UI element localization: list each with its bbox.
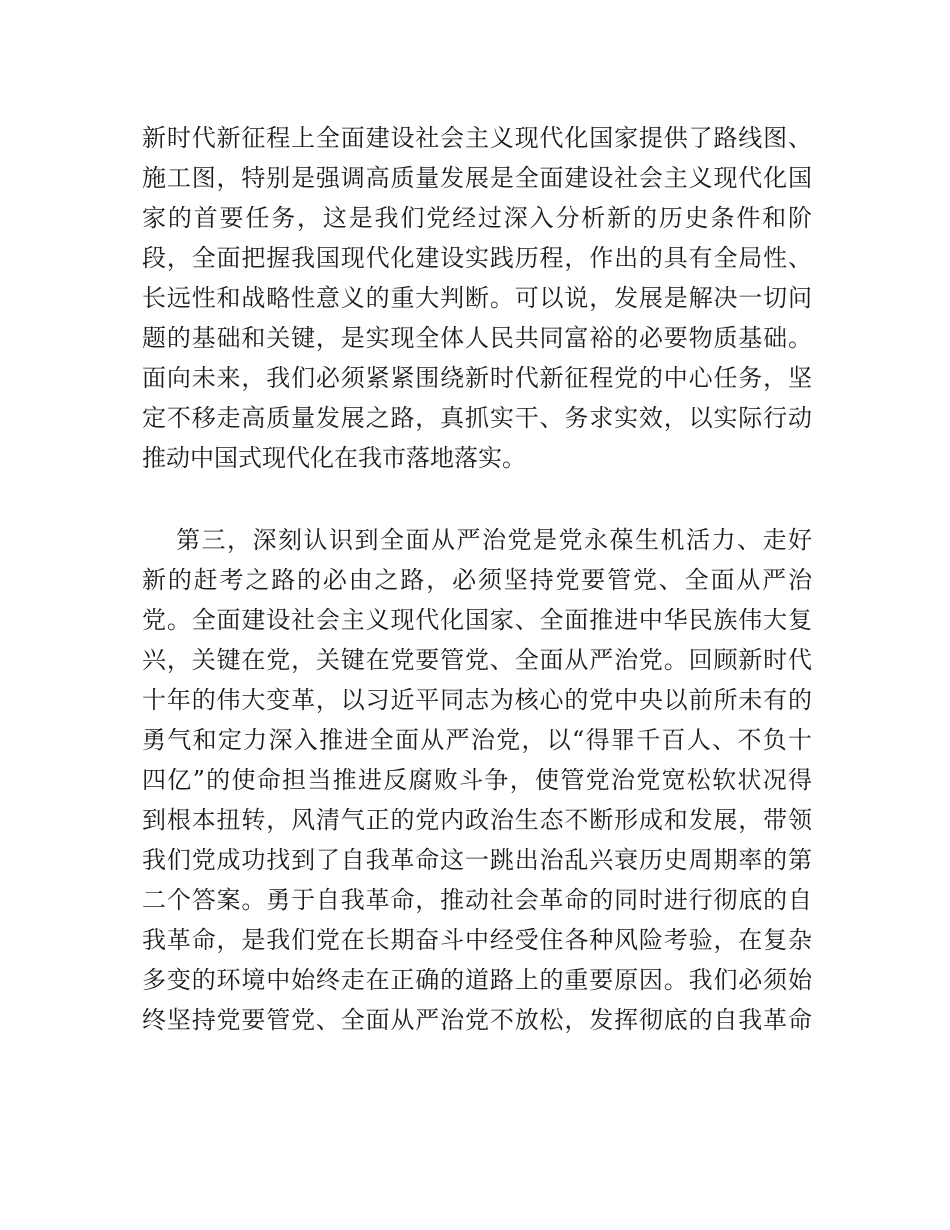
paragraph-line: 我革命，是我们党在长期奋斗中经受住各种风险考验，在复杂 bbox=[142, 926, 812, 954]
paragraph-line: 家的首要任务，这是我们党经过深入分析新的历史条件和阶 bbox=[142, 204, 812, 232]
paragraph-line: 兴，关键在党，关键在党要管党、全面从严治党。回顾新时代 bbox=[142, 646, 812, 674]
paragraph-line: 十年的伟大变革，以习近平同志为核心的党中央以前所未有的 bbox=[142, 686, 812, 714]
paragraph-line: 段，全面把握我国现代化建设实践历程，作出的具有全局性、 bbox=[142, 244, 812, 272]
paragraph-line: 四亿”的使命担当推进反腐败斗争，使管党治党宽松软状况得 bbox=[142, 766, 812, 794]
paragraph-line: 面向未来，我们必须紧紧围绕新时代新征程党的中心任务，坚 bbox=[142, 364, 812, 392]
paragraph-2 bbox=[142, 520, 812, 1040]
paragraph-line: 到根本扭转，风清气正的党内政治生态不断形成和发展，带领 bbox=[142, 806, 812, 834]
paragraph-line: 二个答案。勇于自我革命，推动社会革命的同时进行彻底的自 bbox=[142, 886, 812, 914]
paragraph-line: 题的基础和关键，是实现全体人民共同富裕的必要物质基础。 bbox=[142, 324, 812, 352]
paragraph-line: 勇气和定力深入推进全面从严治党，以“得罪千百人、不负十 bbox=[142, 726, 812, 754]
paragraph-line: 长远性和战略性意义的重大判断。可以说，发展是解决一切问 bbox=[142, 284, 812, 312]
paragraph-line: 多变的环境中始终走在正确的道路上的重要原因。我们必须始 bbox=[142, 966, 812, 994]
paragraph-1 bbox=[142, 118, 812, 478]
paragraph-line: 我们党成功找到了自我革命这一跳出治乱兴衰历史周期率的第 bbox=[142, 846, 812, 874]
paragraph-line: 新的赶考之路的必由之路，必须坚持党要管党、全面从严治 bbox=[142, 566, 812, 594]
paragraph-line: 党。全面建设社会主义现代化国家、全面推进中华民族伟大复 bbox=[142, 606, 812, 634]
paragraph-line: 推动中国式现代化在我市落地落实。 bbox=[142, 444, 526, 472]
paragraph-line: 施工图，特别是强调高质量发展是全面建设社会主义现代化国 bbox=[142, 164, 812, 192]
paragraph-line: 新时代新征程上全面建设社会主义现代化国家提供了路线图、 bbox=[142, 124, 812, 152]
paragraph-line: 第三，深刻认识到全面从严治党是党永葆生机活力、走好 bbox=[176, 526, 812, 554]
paragraph-line: 定不移走高质量发展之路，真抓实干、务求实效，以实际行动 bbox=[142, 404, 812, 432]
paragraph-line: 终坚持党要管党、全面从严治党不放松，发挥彻底的自我革命 bbox=[142, 1006, 812, 1034]
